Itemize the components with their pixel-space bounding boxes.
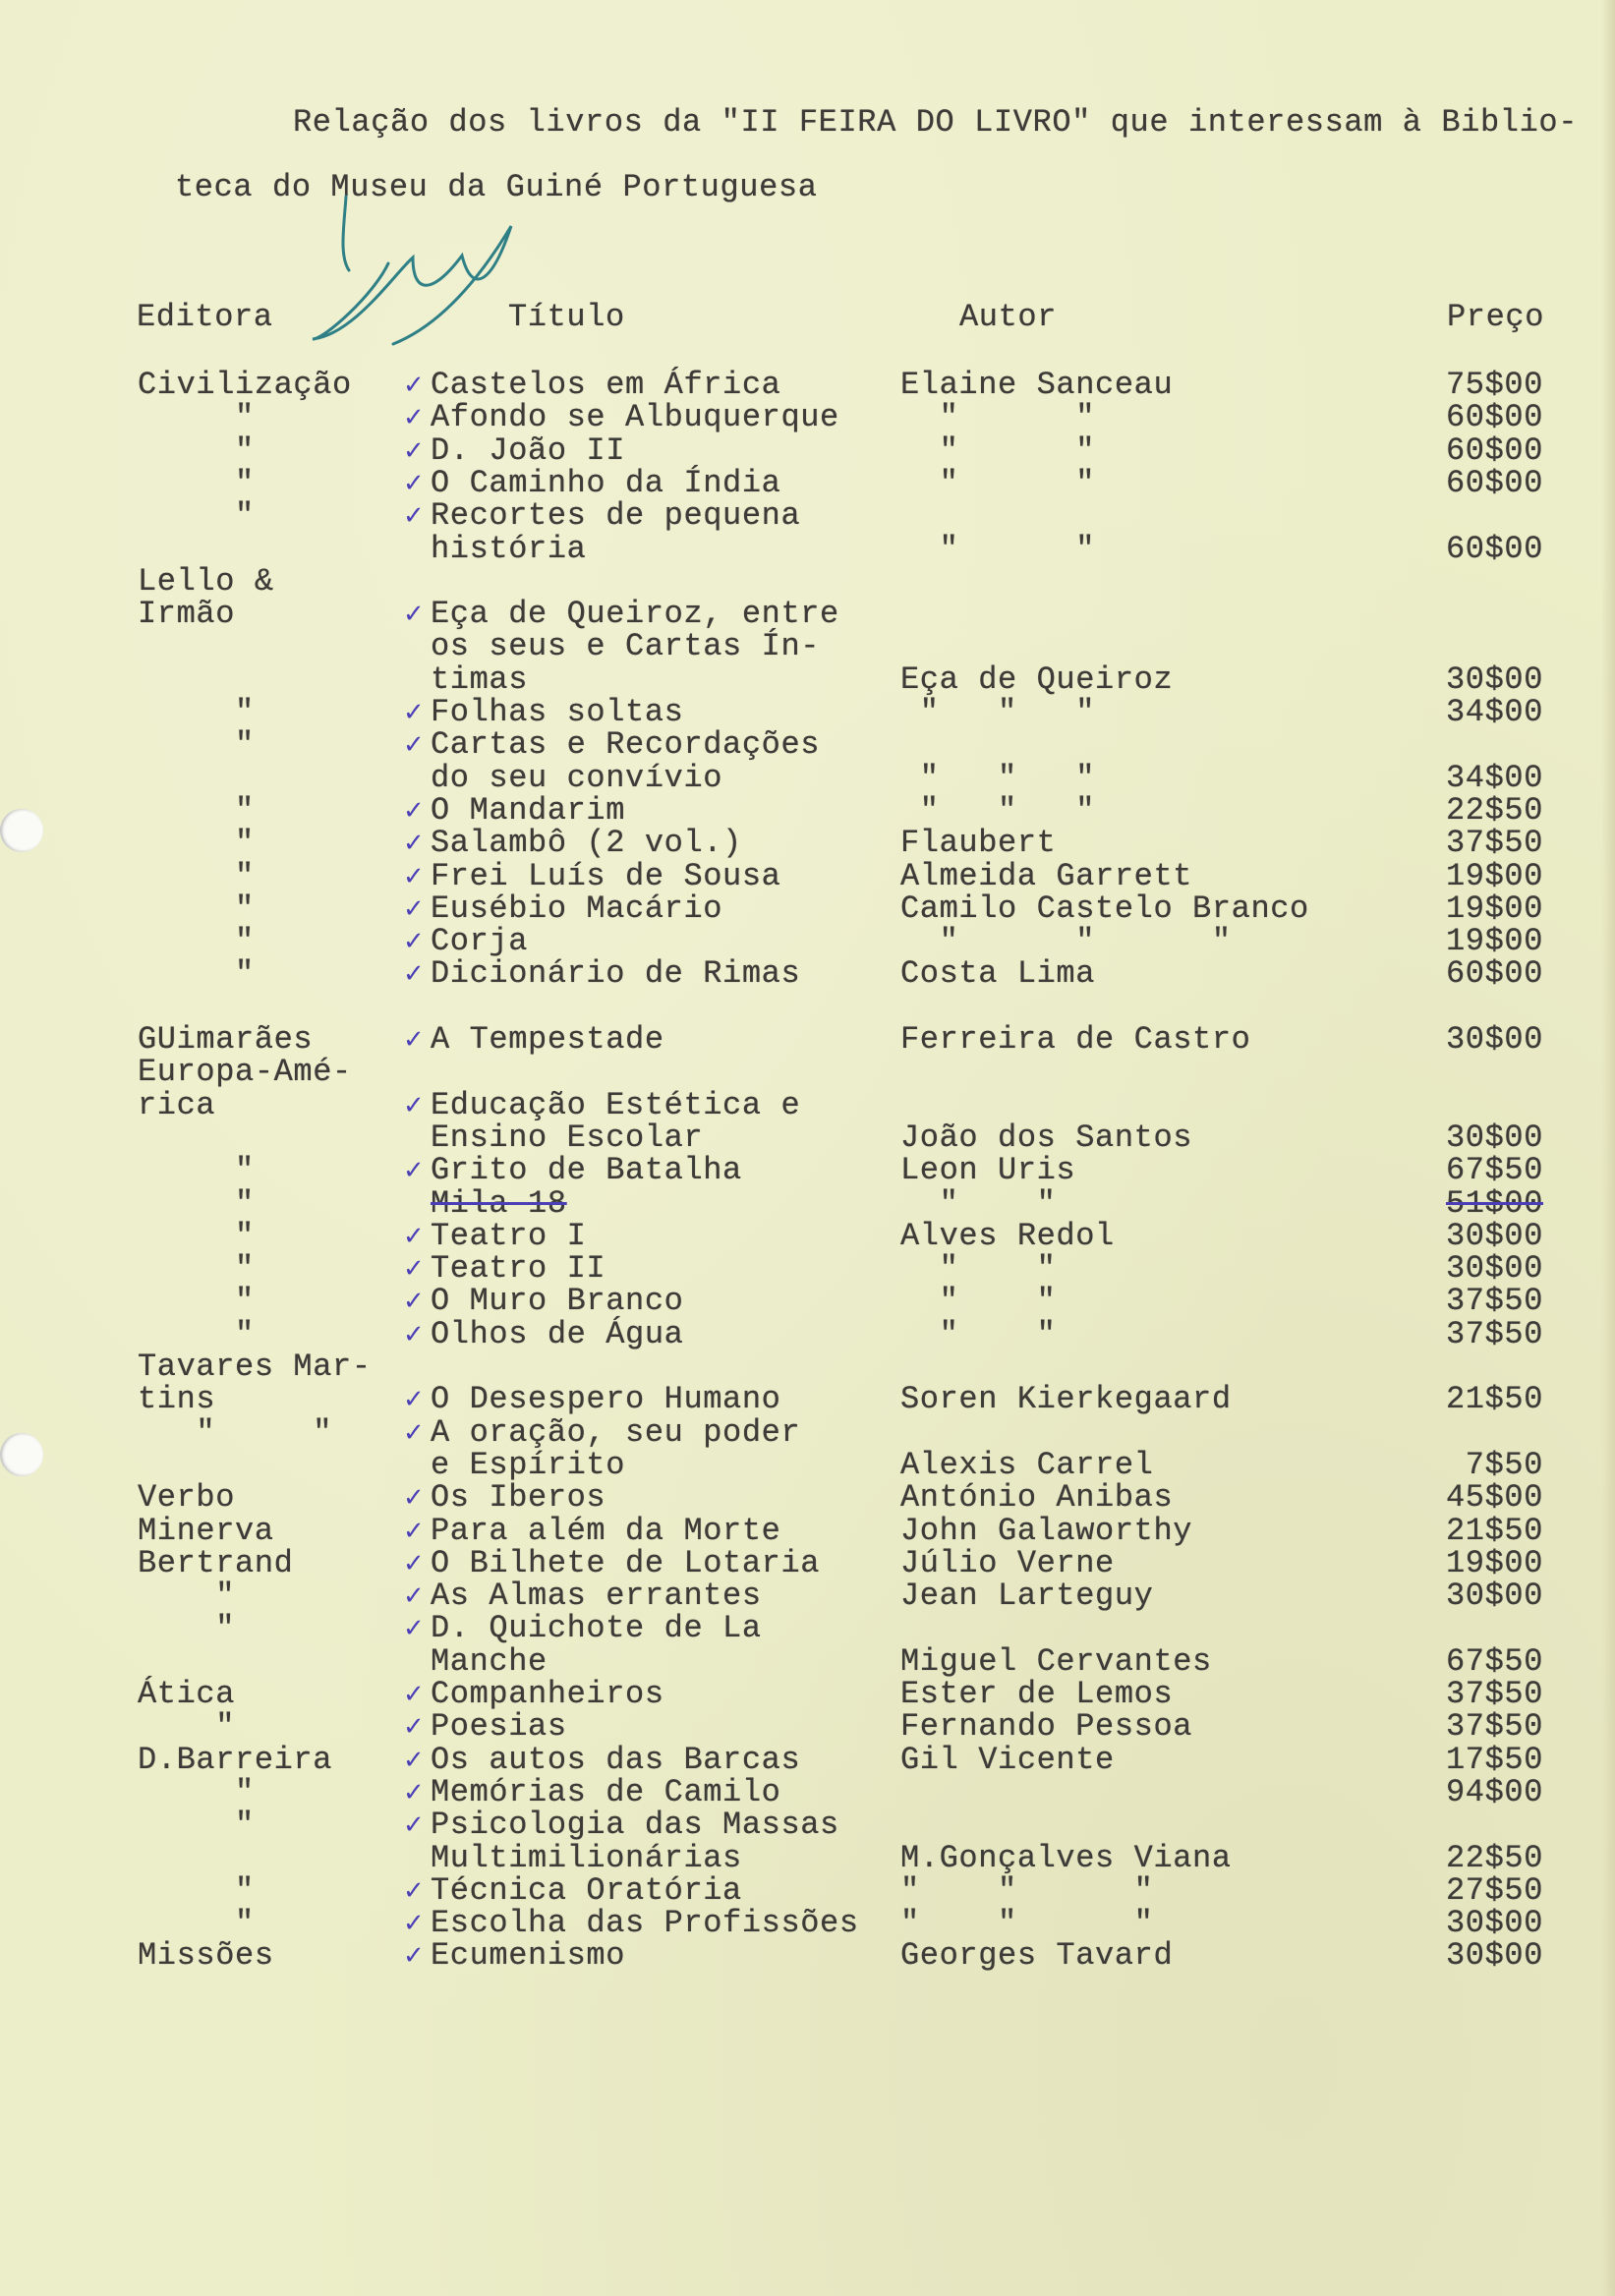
table-row [0,1741,1615,1778]
price-cell: 60$00 [1445,399,1543,436]
editora-cell: " [138,1807,255,1844]
checkmark-icon: ✓ [403,730,425,761]
price-cell: 34$00 [1445,759,1543,796]
editora-cell: tins [138,1381,216,1418]
author-cell: Gil Vicente [900,1741,1115,1778]
author-cell: António Anibas [900,1479,1174,1517]
table-row [0,955,1615,993]
title-cell: Os Iberos [431,1479,606,1517]
table-row [0,1937,1615,1975]
title-cell: Multimilionárias [431,1839,742,1876]
price-cell: 22$50 [1445,1839,1543,1876]
editora-cell: Tavares Mar- [138,1349,372,1385]
title-cell: Escolha das Profissões [431,1905,859,1942]
checkmark-icon: ✓ [403,1025,425,1055]
price-cell: 21$50 [1445,1381,1543,1418]
title-cell: Educação Estética e [431,1086,801,1123]
price-cell: 51$00 [1445,1184,1543,1222]
price-cell: 34$00 [1445,694,1543,730]
author-cell: " " [900,1184,1057,1222]
table-row [0,1152,1615,1189]
editora-cell: Irmão [138,596,236,633]
editora-cell: Minerva [138,1512,274,1549]
author-cell: Alves Redol [900,1217,1115,1254]
author-cell: Júlio Verne [900,1544,1115,1581]
title-cell: Folhas soltas [431,694,684,730]
table-row [0,1413,1615,1451]
author-cell: Alexis Carrel [900,1446,1154,1483]
editora-cell: " [138,1152,255,1189]
checkmark-icon: ✓ [403,1680,425,1709]
author-cell: " " " [900,1905,1154,1942]
checkmark-icon: ✓ [403,829,425,859]
price-cell: 60$00 [1445,464,1543,501]
title-cell: Eça de Queiroz, entre [431,596,839,633]
editora-cell: Bertrand [138,1544,294,1581]
checkmark-icon: ✓ [403,1777,425,1808]
author-cell: Costa Lima [900,955,1096,993]
checkmark-icon: ✓ [403,1287,425,1317]
price-cell: 30$00 [1445,1021,1543,1058]
title-cell: Ensino Escolar [431,1119,704,1156]
author-cell: João dos Santos [900,1119,1193,1156]
author-cell: Ester de Lemos [900,1676,1174,1712]
author-cell: " " " [900,694,1096,730]
editora-cell: " [138,726,255,764]
checkmark-icon: ✓ [403,501,425,532]
price-cell: 30$00 [1445,1250,1543,1288]
title-cell: Teatro I [431,1217,587,1254]
price-cell: 67$50 [1445,1642,1543,1680]
editora-cell: " [138,431,255,469]
author-cell: " " [900,399,1096,436]
title-cell: Poesias [431,1708,567,1746]
checkmark-icon: ✓ [403,1254,425,1285]
price-cell: 30$00 [1445,1905,1543,1942]
title-cell: D. Quichote de La [431,1610,762,1647]
checkmark-icon: ✓ [403,698,425,727]
title-cell: Castelos em África [431,367,781,403]
checkmark-icon: ✓ [403,468,425,498]
author-cell: " " " [900,759,1096,796]
table-row [0,369,1615,401]
checkmark-icon: ✓ [403,371,425,400]
checkmark-icon: ✓ [403,1745,425,1775]
price-cell: 37$50 [1445,1283,1543,1320]
checkmark-icon: ✓ [403,1385,425,1415]
title-cell: A oração, seu poder [431,1413,801,1451]
table-row [0,726,1615,764]
table-row [0,696,1615,728]
author-cell: " " [900,464,1096,501]
editora-cell: Lello & [138,562,274,600]
author-cell: John Galaworthy [900,1512,1193,1549]
checkmark-icon: ✓ [403,1221,425,1251]
checkmark-icon: ✓ [403,1909,425,1939]
title-cell: Recortes de pequena [431,497,801,535]
checkmark-icon: ✓ [403,795,425,826]
title-cell: Teatro II [431,1250,606,1288]
editora-cell: " [138,1871,255,1909]
checkmark-icon: ✓ [403,1090,425,1120]
title-cell: Salambô (2 vol.) [431,825,742,862]
author-cell: " " [900,1250,1057,1288]
author-cell: Flaubert [900,825,1057,862]
table-row [0,1023,1615,1056]
price-cell: 45$00 [1445,1479,1543,1517]
table-row [0,1807,1615,1844]
checkmark-icon: ✓ [403,1483,425,1514]
author-cell: M.Gonçalves Viana [900,1839,1232,1876]
editora-cell: " [138,1184,255,1222]
table-row [0,1350,1615,1383]
table-row [0,1283,1615,1320]
table-row [0,1184,1615,1222]
title-cell: Dicionário de Rimas [431,955,801,993]
title-cell: Ecumenismo [431,1937,626,1975]
title-cell: O Caminho da Índia [431,464,781,501]
title-cell: D. João II [431,431,626,469]
price-cell: 19$00 [1445,923,1543,960]
table-row [0,1773,1615,1810]
editora-cell: " [138,694,255,730]
table-row [0,497,1615,535]
table-row [0,1905,1615,1942]
table-row [0,1839,1615,1876]
title-cell: Frei Luís de Sousa [431,857,781,894]
title-cell: Psicologia das Massas [431,1807,839,1844]
table-row [0,1086,1615,1123]
table-row [0,1512,1615,1549]
price-cell: 21$50 [1445,1512,1543,1549]
editora-cell: " [138,1773,255,1810]
table-row [0,1479,1615,1517]
editora-cell: " [138,464,255,501]
title-cell: timas [431,660,529,698]
title-cell: Técnica Oratória [431,1871,742,1909]
author-cell: Miguel Cervantes [900,1642,1212,1680]
editora-cell: Ática [138,1676,236,1712]
price-cell: 30$00 [1445,1217,1543,1254]
table-row [0,1250,1615,1288]
price-cell: 19$00 [1445,890,1543,927]
checkmark-icon: ✓ [403,1810,425,1841]
table-row [0,628,1615,665]
author-cell: Almeida Garrett [900,857,1193,894]
checkmark-icon: ✓ [403,1614,425,1644]
title-cell: e Espírito [431,1446,626,1483]
title-cell: do seu convívio [431,759,723,796]
table-row [0,596,1615,633]
title-cell: As Almas errantes [431,1578,762,1615]
author-cell: " " " [900,1871,1154,1909]
checkmark-icon: ✓ [403,1581,425,1612]
editora-cell: " [138,890,255,927]
editora-cell: rica [138,1086,216,1123]
table-row [0,991,1615,1023]
price-cell: 30$00 [1445,660,1543,698]
checkmark-icon: ✓ [403,1516,425,1546]
price-cell: 22$50 [1445,791,1543,829]
title-cell: Olhos de Água [431,1315,684,1352]
table-row [0,1054,1615,1091]
table-row [0,530,1615,567]
price-cell: 37$50 [1445,1315,1543,1352]
checkmark-icon: ✓ [403,1417,425,1448]
editora-cell: Europa-Amé- [138,1054,352,1091]
title-cell: os seus e Cartas Ín- [431,628,821,665]
title-cell: Memórias de Camilo [431,1773,781,1810]
column-header-preco: Preço [1447,299,1545,335]
author-cell: " " [900,1315,1057,1352]
author-cell: Camilo Castelo Branco [900,890,1309,927]
author-cell: Ferreira de Castro [900,1021,1251,1058]
table-row [0,399,1615,436]
checkmark-icon: ✓ [403,893,425,924]
editora-cell: " [138,955,255,993]
table-row [0,1610,1615,1647]
column-header-titulo: Título [508,299,625,335]
table-row [0,1871,1615,1909]
title-cell: Corja [431,923,529,960]
title-cell: O Desespero Humano [431,1381,781,1418]
price-cell: 37$50 [1445,825,1543,862]
table-row [0,825,1615,862]
editora-cell: " [138,1708,236,1746]
price-cell: 37$50 [1445,1676,1543,1712]
column-header-autor: Autor [959,299,1058,335]
author-cell: Georges Tavard [900,1937,1174,1975]
title-cell: O Muro Branco [431,1283,684,1320]
editora-cell: " [138,1610,236,1647]
checkmark-icon: ✓ [403,1875,425,1906]
price-cell: 75$00 [1445,367,1543,403]
author-cell: Jean Larteguy [900,1578,1154,1615]
price-cell: 60$00 [1445,431,1543,469]
document-title-line-2: teca do Museu da Guiné Portuguesa [175,169,818,205]
column-header-editora: Editora [137,299,273,335]
author-cell: Soren Kierkegaard [900,1381,1232,1418]
title-cell: Para além da Morte [431,1512,781,1549]
table-row [0,660,1615,698]
table-row [0,1642,1615,1680]
table-row [0,892,1615,925]
author-cell: " " " [900,791,1096,829]
price-cell: 37$50 [1445,1708,1543,1746]
title-cell: Afondo se Albuquerque [431,399,839,436]
table-row [0,1544,1615,1581]
table-row [0,1678,1615,1710]
editora-cell: " [138,399,255,436]
checkmark-icon: ✓ [403,435,425,466]
title-cell: Grito de Batalha [431,1152,742,1189]
title-cell: Os autos das Barcas [431,1741,801,1778]
checkmark-icon: ✓ [403,1548,425,1578]
price-cell: 19$00 [1445,1544,1543,1581]
editora-cell: Missões [138,1937,274,1975]
price-cell: 30$00 [1445,1578,1543,1615]
checkmark-icon: ✓ [403,1941,425,1972]
table-row [0,1381,1615,1418]
author-cell: " " [900,1283,1057,1320]
title-cell: Manche [431,1642,548,1680]
editora-cell: " [138,1283,255,1320]
price-cell: 94$00 [1445,1773,1543,1810]
title-cell: Mila 18 [431,1184,567,1222]
editora-cell: " [138,1905,255,1942]
table-row [0,464,1615,501]
author-cell: Fernando Pessoa [900,1708,1193,1746]
table-row [0,562,1615,600]
author-cell: " " [900,530,1096,567]
editora-cell: Civilização [138,367,352,403]
price-cell: 7$50 [1465,1446,1543,1483]
author-cell: " " [900,431,1096,469]
editora-cell: " [138,1315,255,1352]
editora-cell: " [138,1217,255,1254]
editora-cell: " [138,791,255,829]
table-row [0,1315,1615,1352]
price-cell: 27$50 [1445,1871,1543,1909]
table-row [0,1708,1615,1746]
author-cell: " " " [900,923,1232,960]
table-row [0,923,1615,960]
price-cell: 17$50 [1445,1741,1543,1778]
editora-cell: " [138,497,255,535]
author-cell: Eça de Queiroz [900,660,1174,698]
table-row [0,759,1615,796]
checkmark-icon: ✓ [403,1319,425,1349]
checkmark-icon: ✓ [403,600,425,630]
table-row [0,1578,1615,1615]
title-cell: Companheiros [431,1676,664,1712]
title-cell: história [431,530,587,567]
author-cell: Elaine Sanceau [900,367,1174,403]
author-cell: Leon Uris [900,1152,1076,1189]
editora-cell: " " [138,1413,333,1451]
title-cell: O Bilhete de Lotaria [431,1544,821,1581]
price-cell: 19$00 [1445,857,1543,894]
checkmark-icon: ✓ [403,959,425,990]
checkmark-icon: ✓ [403,403,425,433]
editora-cell: GUimarães [138,1021,314,1058]
price-cell: 67$50 [1445,1152,1543,1189]
table-row [0,791,1615,829]
title-cell: O Mandarim [431,791,626,829]
table-row [0,431,1615,469]
title-cell: Cartas e Recordações [431,726,821,764]
editora-cell: " [138,1250,255,1288]
title-cell: A Tempestade [431,1021,664,1058]
title-cell: Eusébio Macário [431,890,723,927]
price-cell: 60$00 [1445,955,1543,993]
price-cell: 30$00 [1445,1119,1543,1156]
checkmark-icon: ✓ [403,927,425,957]
price-cell: 30$00 [1445,1937,1543,1975]
table-row [0,1446,1615,1483]
price-cell: 60$00 [1445,530,1543,567]
checkmark-icon: ✓ [403,861,425,891]
checkmark-icon: ✓ [403,1156,425,1186]
document-title-line-1: Relação dos livros da "II FEIRA DO LIVRO" que interessam à Biblio- [293,104,1579,141]
editora-cell: " [138,923,255,960]
editora-cell: " [138,1578,236,1615]
editora-cell: " [138,825,255,862]
checkmark-icon: ✓ [403,1712,425,1743]
table-row [0,1121,1615,1154]
table-row [0,857,1615,894]
editora-cell: " [138,857,255,894]
editora-cell: D.Barreira [138,1741,333,1778]
editora-cell: Verbo [138,1479,236,1517]
table-row [0,1217,1615,1254]
